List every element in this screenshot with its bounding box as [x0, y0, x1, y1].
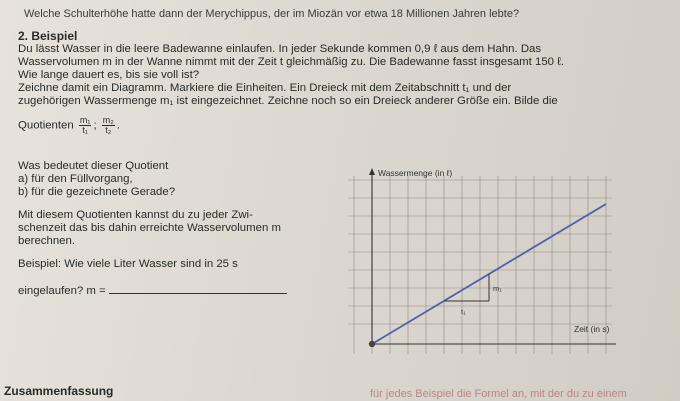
y-axis-label: Wassermenge (in ℓ) [378, 168, 453, 178]
x-axis-label: Zeit (in s) [574, 324, 610, 334]
fraction-end: . [116, 119, 120, 132]
example-line-1: Du lässt Wasser in die leere Badewanne einlaufen. In jeder Sekunde kommen 0,9 ℓ aus dem Hahn. Das [18, 43, 542, 55]
water-diagram [340, 164, 622, 360]
example-line-4: Zeichne damit ein Diagramm. Markiere die Einheiten. Ein Dreieck mit dem Zeitabschnitt t₁ und der [18, 82, 512, 94]
fraction-denominator: t₂ [105, 125, 112, 135]
question-intro: Was bedeutet dieser Quotient [18, 160, 169, 172]
fraction-denominator: t₁ [82, 125, 88, 135]
fraction-m2-t2 [102, 116, 115, 135]
question-a: a) für den Füllvorgang, [18, 173, 133, 185]
section-heading: Zusammenfassung [4, 384, 114, 398]
answer-prompt: eingelaufen? m = [18, 285, 106, 297]
paragraph-line-2: schenzeit das bis dahin erreichte Wasservolumen m [18, 222, 281, 234]
paragraph-line-1: Mit diesem Quotienten kannst du zu jeder Zwi- [18, 209, 253, 221]
fraction-numerator: m₂ [102, 115, 114, 125]
answer-line [18, 284, 287, 298]
example-line-5: zugehörigen Wassermenge m₁ ist eingezeichnet. Zeichne noch so ein Dreieck anderer Größe ein. Bilde die [18, 95, 558, 107]
example-line-3: Wie lange dauert es, bis sie voll ist? [18, 69, 200, 81]
fraction-separator: ; [93, 119, 97, 132]
example-task: Beispiel: Wie viele Liter Wasser sind in 25 s [18, 258, 238, 270]
quotient-label: Quotienten [18, 119, 74, 132]
grid-lines [348, 176, 612, 354]
answer-blank[interactable] [109, 284, 287, 294]
y-axis-arrow [369, 168, 375, 175]
triangle-m1-label: m₁ [493, 284, 502, 293]
fraction-numerator: m₁ [79, 115, 91, 125]
fraction-m1-t1 [79, 116, 92, 135]
question-b: b) für die gezeichnete Gerade? [18, 186, 176, 198]
example-heading: 2. Beispiel [18, 29, 78, 43]
origin-point [369, 341, 375, 347]
quotient-line [18, 116, 120, 135]
faded-bottom-text: für jedes Beispiel die Formel an, mit der du zu einem [370, 388, 627, 400]
paragraph-line-3: berechnen. [18, 235, 75, 247]
example-line-2: Wasservolumen m in der Wanne nimmt mit der Zeit t gleichmäßig zu. Die Badewanne fasst insgesamt 150 ℓ. [18, 56, 565, 68]
previous-question: Welche Schulterhöhe hatte dann der Merychippus, der im Miozän vor etwa 18 Millionen Jahren lebte? [24, 8, 520, 20]
triangle-t1-label: t₁ [461, 307, 466, 316]
